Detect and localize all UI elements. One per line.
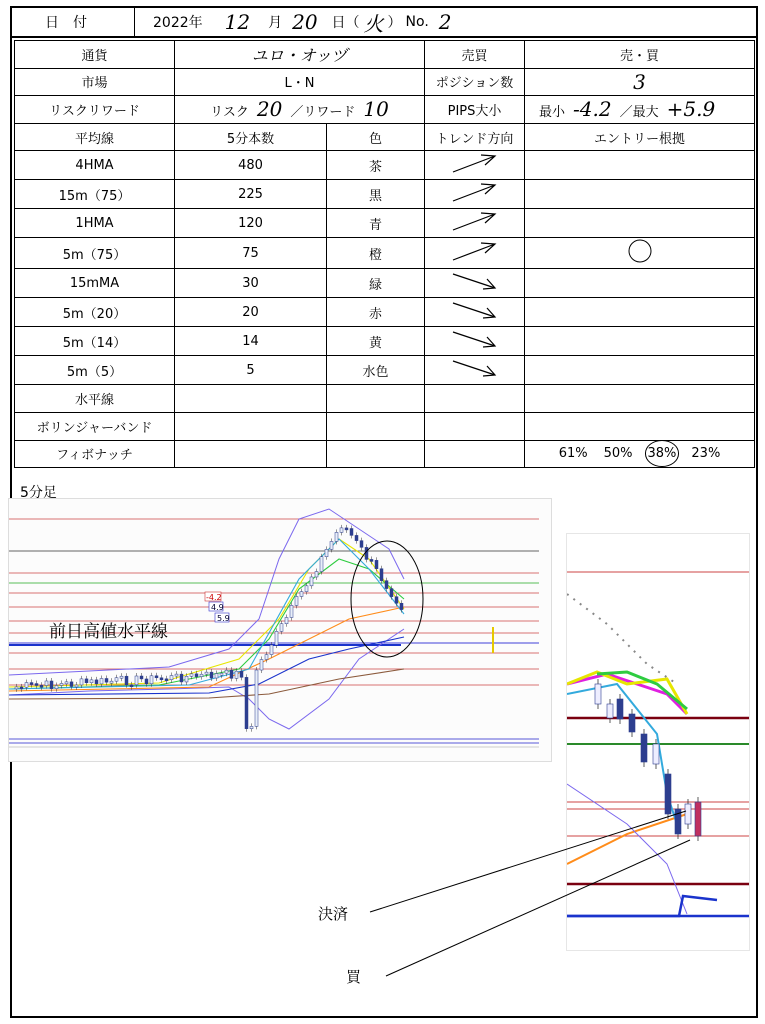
candle: [80, 679, 83, 685]
exit-note: 決済: [318, 905, 349, 923]
zoom-candle: [595, 684, 601, 704]
candle: [365, 547, 368, 559]
fibo-cell: [175, 440, 327, 468]
ma-name: 5m（20）: [15, 298, 175, 327]
fibo-cell: [327, 440, 425, 468]
ma-trend: [425, 356, 525, 385]
zoom-candle: [695, 802, 701, 836]
candle: [40, 685, 43, 687]
no-label: No.: [405, 14, 429, 30]
row-bollinger: [15, 412, 755, 440]
candle: [15, 687, 18, 689]
ma-bars: 14: [175, 327, 327, 356]
candle: [165, 679, 168, 681]
ma-row: [15, 269, 755, 298]
ma-name: 5m（14）: [15, 327, 175, 356]
minus-label: -4.2: [206, 593, 222, 602]
ma-trend: [425, 209, 525, 238]
candle: [50, 681, 53, 689]
candle: [250, 726, 253, 728]
ma-color: 緑: [327, 269, 425, 298]
trend-down-arrow-icon: [445, 327, 505, 351]
candle: [125, 676, 128, 685]
zoom-candle: [607, 704, 613, 718]
ma-entry: [525, 209, 755, 238]
day-handwritten: 20: [292, 10, 318, 34]
candle: [185, 676, 188, 682]
candle: [175, 674, 178, 676]
ma-entry: [525, 238, 755, 269]
zoom-orange-line: [567, 814, 687, 864]
candle: [395, 597, 398, 604]
ma-header-row: [15, 123, 755, 151]
ma-color: 黄: [327, 327, 425, 356]
candle: [230, 670, 233, 678]
candle: [215, 674, 218, 679]
candle: [205, 672, 208, 674]
candle: [345, 528, 348, 530]
fibo-levels: [525, 440, 755, 468]
ma-bars: 480: [175, 151, 327, 180]
ma-row: [15, 298, 755, 327]
ma-entry: [525, 269, 755, 298]
candle: [380, 569, 383, 581]
candle: [400, 603, 403, 609]
candle: [330, 541, 333, 549]
ma-color: 黒: [327, 180, 425, 209]
candle: [210, 672, 213, 678]
candle: [285, 618, 288, 624]
candle: [200, 674, 203, 676]
candle: [110, 681, 113, 683]
ma-trend: [425, 180, 525, 209]
ma-name: 4HMA: [15, 151, 175, 180]
candle: [35, 684, 38, 686]
candle: [340, 528, 343, 533]
ma-trend: [425, 238, 525, 269]
candle: [360, 541, 363, 548]
zoom-step-line: [567, 896, 717, 916]
trend-down-arrow-icon: [445, 298, 505, 322]
position-label: ポジション数: [425, 68, 525, 96]
candle: [225, 670, 228, 673]
currency-value: ユロ・オッヅ: [175, 41, 425, 69]
candle: [135, 676, 138, 685]
trend-up-arrow-icon: [445, 239, 505, 263]
candle: [20, 687, 23, 689]
row-currency: [15, 41, 755, 69]
fibo-cell: [425, 440, 525, 468]
candle: [300, 592, 303, 597]
candle: [375, 560, 378, 568]
candle: [240, 671, 243, 677]
candle: [370, 559, 373, 561]
bollinger-cell: [175, 412, 327, 440]
side-label: 売買: [425, 41, 525, 69]
zoom-dots-line: [567, 594, 677, 684]
ma-row: [15, 327, 755, 356]
ma-entry: [525, 298, 755, 327]
candle: [325, 549, 328, 556]
section-title: 5分足: [20, 485, 57, 501]
candle: [140, 676, 143, 679]
candle: [255, 670, 258, 726]
bollinger-cell: [525, 412, 755, 440]
candle: [60, 683, 63, 685]
candle: [45, 681, 48, 686]
zoom-candle: [641, 734, 647, 762]
ma-header-bars: 5分本数: [175, 123, 327, 151]
horizontal-cell: [175, 385, 327, 413]
horizontal-cell: [525, 385, 755, 413]
candle: [335, 532, 338, 541]
candle: [355, 535, 358, 540]
candle: [90, 680, 93, 683]
ma-color: 水色: [327, 356, 425, 385]
candle: [120, 676, 123, 678]
record-table: [14, 40, 755, 468]
candle: [75, 685, 78, 687]
candle: [190, 674, 193, 676]
bollinger-cell: [327, 412, 425, 440]
ma-trend: [425, 298, 525, 327]
bollinger-label: ボリンジャーバンド: [15, 412, 175, 440]
fibo-level: 38%: [645, 440, 680, 467]
candle: [160, 678, 163, 680]
candle: [85, 679, 88, 683]
ma-entry: [525, 180, 755, 209]
ma-name: 5m（75）: [15, 238, 175, 269]
prev-high-label: 前日高値水平線: [49, 622, 168, 642]
fibo-level: 23%: [691, 446, 721, 462]
ma-entry: [525, 356, 755, 385]
candle: [270, 645, 273, 655]
candle: [30, 683, 33, 685]
ma-header-trend: トレンド方向: [425, 123, 525, 151]
date-value: 2022年 12 月 20 日（ 火 ） No. 2: [135, 8, 452, 37]
position-value: 3: [525, 68, 755, 96]
entry-circle-icon: [625, 238, 655, 264]
rr-label: リスクリワード: [15, 96, 175, 124]
ma-header-entry: エントリー根拠: [525, 123, 755, 151]
candle: [275, 631, 278, 645]
currency-label: 通貨: [15, 41, 175, 69]
ma-color: 茶: [327, 151, 425, 180]
ma-name: 15mMA: [15, 269, 175, 298]
candle: [385, 581, 388, 589]
header-row: [12, 8, 756, 38]
plus-label-2: 5.9: [217, 614, 230, 623]
horizontal-label: 水平線: [15, 385, 175, 413]
ma-name: 15m（75）: [15, 180, 175, 209]
candle: [55, 685, 58, 688]
ma-row: [15, 238, 755, 269]
pips-label: PIPS大小: [425, 96, 525, 124]
row-market: [15, 68, 755, 96]
zoom-candle: [617, 699, 623, 719]
month-handwritten: 12: [224, 10, 251, 34]
ma-row: [15, 180, 755, 209]
ma-name: 1HMA: [15, 209, 175, 238]
highlight-ellipse: [351, 541, 423, 657]
ma-color: 赤: [327, 298, 425, 327]
candle: [260, 660, 263, 671]
horizontal-cell: [425, 385, 525, 413]
trend-down-arrow-icon: [445, 269, 505, 293]
ma-row: [15, 209, 755, 238]
zoom-candle: [653, 744, 659, 764]
candle: [350, 529, 353, 536]
ma-header-name: 平均線: [15, 123, 175, 151]
ma-rows: [15, 151, 755, 385]
candle: [105, 678, 108, 682]
ma-bars: 225: [175, 180, 327, 209]
bollinger-cell: [425, 412, 525, 440]
candle: [25, 683, 28, 688]
candle: [145, 679, 148, 684]
market-label: 市場: [15, 68, 175, 96]
trend-down-arrow-icon: [445, 356, 505, 380]
candle: [305, 586, 308, 592]
trend-up-arrow-icon: [445, 209, 505, 233]
buy-note: 買: [346, 968, 362, 986]
candle: [280, 624, 283, 632]
candle: [295, 596, 298, 605]
pips-value: 最小 -4.2 ／最大 +5.9: [525, 96, 755, 124]
fibo-level: 50%: [603, 446, 633, 462]
ma-trend: [425, 269, 525, 298]
fibo-level: 61%: [558, 446, 588, 462]
ma-bars: 75: [175, 238, 327, 269]
horizontal-cell: [327, 385, 425, 413]
ma-entry: [525, 327, 755, 356]
zoomed-chart: [566, 533, 750, 951]
ma-bars: 30: [175, 269, 327, 298]
candle: [265, 655, 268, 660]
ma-row: [15, 151, 755, 180]
candle: [150, 676, 153, 684]
ma-row: [15, 356, 755, 385]
candle: [195, 674, 198, 677]
candle: [290, 605, 293, 617]
weekday-handwritten: 火: [363, 11, 384, 36]
ma-bars: 20: [175, 298, 327, 327]
candle: [245, 677, 248, 728]
candle: [390, 589, 393, 597]
candle: [220, 673, 223, 675]
candle: [130, 685, 133, 687]
rr-value: リスク 20 ／リワード 10: [175, 96, 425, 124]
candle: [155, 676, 158, 678]
row-fibo: [15, 440, 755, 468]
candle: [180, 674, 183, 682]
ma-color: 橙: [327, 238, 425, 269]
ma-bars: 120: [175, 209, 327, 238]
zoom-candle: [675, 809, 681, 834]
zoom-candle: [665, 774, 671, 814]
row-risk: [15, 96, 755, 124]
candle: [100, 678, 103, 683]
ma-entry: [525, 151, 755, 180]
candle: [95, 680, 98, 684]
candle: [70, 682, 73, 687]
plus-label-1: 4.9: [211, 603, 224, 612]
ma-color: 青: [327, 209, 425, 238]
ma-trend: [425, 327, 525, 356]
ma-header-color: 色: [327, 123, 425, 151]
no-value: 2: [438, 10, 452, 34]
trend-up-arrow-icon: [445, 151, 505, 175]
candle: [235, 671, 238, 678]
zoom-candle: [685, 804, 691, 824]
ma-name: 5m（5）: [15, 356, 175, 385]
date-label: 日付: [12, 8, 135, 36]
candle: [170, 676, 173, 680]
trend-up-arrow-icon: [445, 180, 505, 204]
zoom-candle: [629, 714, 635, 732]
market-value: L・N: [175, 68, 425, 96]
candle: [65, 682, 68, 684]
ma-trend: [425, 151, 525, 180]
side-value: 売・買: [525, 41, 755, 69]
candle: [320, 557, 323, 572]
fibo-label: フィボナッチ: [15, 440, 175, 468]
row-horizontal: [15, 385, 755, 413]
candle: [310, 577, 313, 586]
candle: [115, 678, 118, 681]
ma-bars: 5: [175, 356, 327, 385]
ma-cyan-line: [9, 539, 404, 689]
candle: [315, 572, 318, 577]
